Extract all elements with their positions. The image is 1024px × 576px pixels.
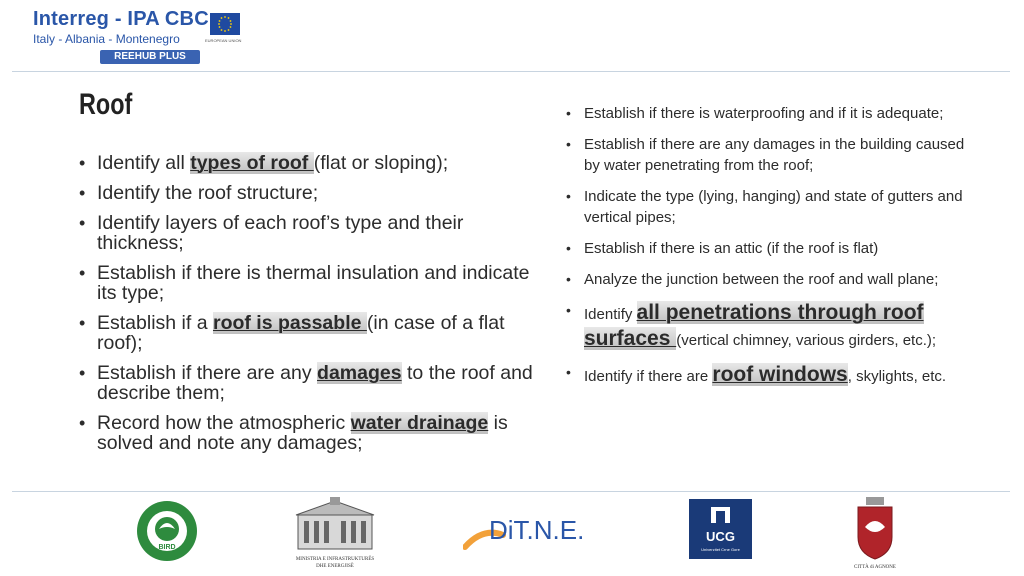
item-text: Establish if there are any damages in the building caused by water penetrating from the roof;: [584, 136, 965, 174]
logo-title: Interreg - IPA CBC: [33, 8, 209, 30]
item-text: Establish if a: [97, 312, 213, 334]
logo-subtitle: Italy - Albania - Montenegro: [33, 32, 180, 46]
item-text: (flat or sloping);: [313, 152, 449, 174]
eu-flag-icon: [210, 13, 240, 35]
ditne-label: DiT.N.E.: [489, 515, 585, 545]
list-item: [97, 153, 537, 173]
item-text: Identify if there are: [584, 368, 713, 385]
item-text: Establish if there is thermal insulation and indicate its type;: [97, 262, 530, 304]
ucg-logo: [689, 499, 752, 559]
list-item: [584, 269, 979, 290]
reehub-badge: REEHUB PLUS: [100, 50, 200, 64]
bird-label: BIRD: [158, 544, 176, 551]
item-text: (in case of a flat roof);: [97, 312, 505, 354]
footer-divider: [12, 491, 1010, 492]
item-text: Identify all: [97, 152, 191, 174]
ministry-line1: MINISTRIA E INFRASTRUKTURËS: [295, 557, 375, 562]
bird-logo: [135, 499, 199, 563]
agnone-crest: [850, 497, 900, 571]
ditne-logo: [463, 507, 598, 557]
item-text: to the roof and describe them;: [97, 362, 533, 404]
left-bullet-list: [97, 153, 537, 463]
highlight-text: roof is passable: [212, 312, 367, 334]
ministry-line2: DHE ENERGJISË: [316, 564, 354, 569]
header-divider: [12, 71, 1010, 72]
highlight-text: all penetrations through roof surfaces: [584, 301, 924, 350]
highlight-text: roof windows: [712, 363, 848, 386]
slide-title: Roof: [79, 88, 133, 121]
item-text: Record how the atmospheric: [97, 412, 351, 434]
list-item: [584, 300, 979, 352]
item-text: Identify layers of each roof’s type and their thickness;: [97, 212, 464, 254]
list-item: [97, 413, 537, 453]
item-text: Identify the roof structure;: [97, 182, 319, 204]
list-item: [97, 183, 537, 203]
agnone-label: CITTÀ di AGNONE: [854, 565, 896, 570]
item-text: is solved and note any damages;: [97, 412, 508, 454]
list-item: [97, 263, 537, 303]
list-item: [584, 134, 979, 176]
partner-logos: [0, 493, 1024, 573]
item-text: Identify: [584, 306, 637, 323]
list-item: [97, 363, 537, 403]
highlight-text: types of roof: [190, 152, 314, 174]
item-text: , skylights, etc.: [847, 368, 947, 385]
right-bullet-list: [584, 103, 979, 398]
item-text: Establish if there is waterproofing and if it is adequate;: [584, 105, 944, 122]
interreg-logo: [30, 8, 245, 63]
list-item: [584, 103, 979, 124]
eu-label: EUROPEAN UNION: [205, 38, 242, 43]
list-item: [584, 238, 979, 259]
ministry-logo: [290, 497, 380, 571]
list-item: [97, 313, 537, 353]
item-text: Establish if there are any: [97, 362, 318, 384]
item-text: (vertical chimney, various girders, etc.);: [676, 332, 937, 349]
list-item: [584, 186, 979, 228]
list-item: [97, 213, 537, 253]
item-text: Analyze the junction between the roof and wall plane;: [584, 271, 939, 288]
ucg-label: UCG: [706, 529, 735, 544]
highlight-text: water drainage: [350, 412, 489, 434]
ucg-sub: Univerzitet Crne Gore: [701, 547, 740, 552]
item-text: Establish if there is an attic (if the roof is flat): [584, 240, 879, 257]
highlight-text: damages: [317, 362, 402, 384]
list-item: [584, 362, 979, 388]
item-text: Indicate the type (lying, hanging) and state of gutters and vertical pipes;: [584, 188, 963, 226]
